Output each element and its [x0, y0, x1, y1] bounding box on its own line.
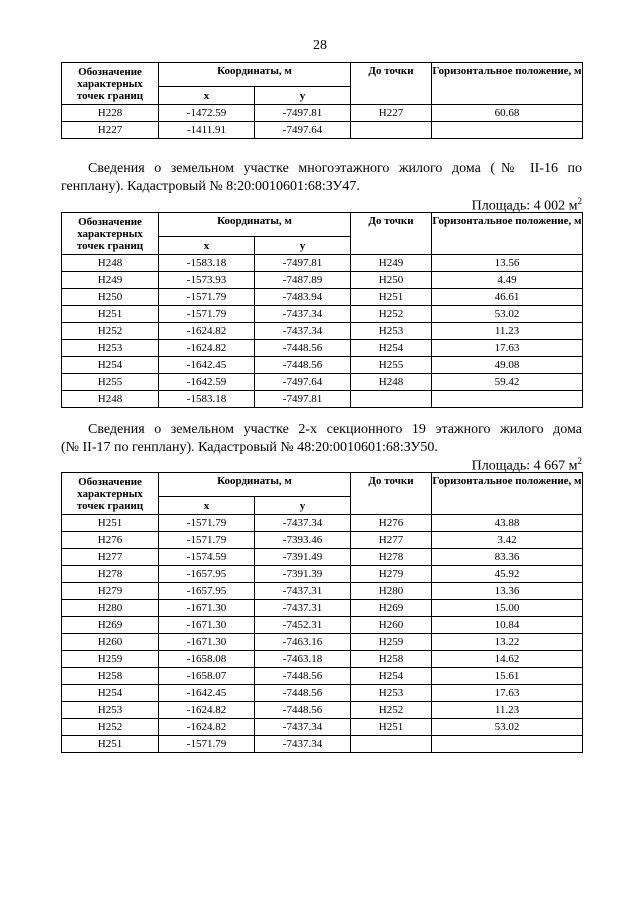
table-row — [62, 357, 583, 374]
cell-point: Н255 — [62, 374, 159, 391]
cell-y: -7437.34 — [255, 306, 351, 323]
cell-horizontal — [432, 391, 583, 408]
table-row — [62, 600, 583, 617]
coordinates-table-1 — [61, 62, 583, 139]
cell-y: -7497.81 — [255, 391, 351, 408]
cell-point: Н250 — [62, 289, 159, 306]
header-coordinates: Координаты, м — [159, 63, 351, 87]
cell-horizontal: 46.61 — [432, 289, 583, 306]
cell-point: Н278 — [62, 566, 159, 583]
section-2-area-sup: 2 — [577, 196, 582, 206]
cell-to-point: Н253 — [351, 323, 432, 340]
section-2-text-line-2: генплану). Кадастровый № 8:20:0010601:68:ЗУ47. — [61, 179, 360, 194]
coordinates-table-3 — [61, 472, 583, 753]
cell-horizontal: 11.23 — [432, 702, 583, 719]
cell-y: -7391.39 — [255, 566, 351, 583]
cell-y: -7483.94 — [255, 289, 351, 306]
table-row — [62, 549, 583, 566]
cell-point: Н227 — [62, 122, 159, 139]
table-row — [62, 515, 583, 532]
cell-horizontal: 15.61 — [432, 668, 583, 685]
cell-horizontal: 53.02 — [432, 306, 583, 323]
cell-x: -1571.79 — [159, 289, 255, 306]
cell-to-point — [351, 736, 432, 753]
header-to-point: До точки — [351, 63, 432, 105]
cell-to-point: Н276 — [351, 515, 432, 532]
cell-x: -1657.95 — [159, 566, 255, 583]
cell-x: -1624.82 — [159, 702, 255, 719]
table-row — [62, 105, 583, 122]
cell-point: Н277 — [62, 549, 159, 566]
cell-to-point: Н253 — [351, 685, 432, 702]
cell-y: -7448.56 — [255, 685, 351, 702]
cell-point: Н269 — [62, 617, 159, 634]
cell-to-point: Н255 — [351, 357, 432, 374]
cell-y: -7437.34 — [255, 719, 351, 736]
cell-horizontal: 17.63 — [432, 340, 583, 357]
cell-y: -7497.81 — [255, 105, 351, 122]
header-x: х — [159, 87, 255, 105]
header-coordinates: Координаты, м — [159, 473, 351, 497]
table-row — [62, 391, 583, 408]
header-horizontal: Горизонтальное положение, м — [432, 213, 583, 255]
cell-horizontal: 13.22 — [432, 634, 583, 651]
cell-to-point: Н252 — [351, 702, 432, 719]
cell-to-point: Н280 — [351, 583, 432, 600]
cell-to-point: Н251 — [351, 289, 432, 306]
table-row — [62, 340, 583, 357]
cell-point: Н279 — [62, 583, 159, 600]
cell-horizontal: 13.56 — [432, 255, 583, 272]
cell-x: -1573.93 — [159, 272, 255, 289]
table-row — [62, 122, 583, 139]
section-3-area-text: Площадь: 4 667 м — [471, 458, 578, 474]
section-2-description — [61, 160, 582, 196]
cell-y: -7437.31 — [255, 600, 351, 617]
cell-point: Н251 — [62, 736, 159, 753]
cell-horizontal: 11.23 — [432, 323, 583, 340]
header-y: у — [255, 237, 351, 255]
header-point-designation: Обозначение характерных точек границ — [62, 63, 159, 105]
cell-to-point: Н269 — [351, 600, 432, 617]
header-point-designation: Обозначение характерных точек границ — [62, 213, 159, 255]
header-y: у — [255, 87, 351, 105]
cell-x: -1624.82 — [159, 719, 255, 736]
cell-horizontal: 83.36 — [432, 549, 583, 566]
cell-point: Н280 — [62, 600, 159, 617]
cell-horizontal: 53.02 — [432, 719, 583, 736]
table-row — [62, 566, 583, 583]
cell-y: -7497.64 — [255, 374, 351, 391]
cell-to-point: Н260 — [351, 617, 432, 634]
table-row — [62, 272, 583, 289]
table-row — [62, 374, 583, 391]
cell-y: -7393.46 — [255, 532, 351, 549]
cell-x: -1411.91 — [159, 122, 255, 139]
cell-to-point: Н227 — [351, 105, 432, 122]
section-3-area-sup: 2 — [577, 456, 582, 466]
cell-horizontal: 15.00 — [432, 600, 583, 617]
cell-to-point: Н279 — [351, 566, 432, 583]
cell-x: -1472.59 — [159, 105, 255, 122]
cell-y: -7497.64 — [255, 122, 351, 139]
cell-x: -1671.30 — [159, 617, 255, 634]
section-3-text-line-2: (№ II-17 по генплану). Кадастровый № 48:20:0010601:68:ЗУ50. — [61, 440, 438, 455]
cell-y: -7437.34 — [255, 515, 351, 532]
cell-y: -7497.81 — [255, 255, 351, 272]
cell-x: -1571.79 — [159, 515, 255, 532]
header-horizontal: Горизонтальное положение, м — [432, 63, 583, 105]
cell-point: Н254 — [62, 685, 159, 702]
cell-to-point: Н252 — [351, 306, 432, 323]
table-row — [62, 651, 583, 668]
cell-point: Н276 — [62, 532, 159, 549]
cell-y: -7487.89 — [255, 272, 351, 289]
cell-x: -1671.30 — [159, 634, 255, 651]
cell-to-point: Н278 — [351, 549, 432, 566]
table-row — [62, 668, 583, 685]
cell-horizontal: 59.42 — [432, 374, 583, 391]
cell-horizontal: 13.36 — [432, 583, 583, 600]
cell-point: Н252 — [62, 719, 159, 736]
cell-point: Н258 — [62, 668, 159, 685]
table-row — [62, 255, 583, 272]
cell-x: -1571.79 — [159, 736, 255, 753]
cell-x: -1642.45 — [159, 357, 255, 374]
table-row — [62, 583, 583, 600]
cell-to-point: Н254 — [351, 668, 432, 685]
table-row — [62, 685, 583, 702]
coordinates-table-2 — [61, 212, 583, 408]
table-row — [62, 617, 583, 634]
cell-y: -7448.56 — [255, 340, 351, 357]
section-3-description — [61, 421, 582, 457]
table-row — [62, 532, 583, 549]
cell-to-point: Н248 — [351, 374, 432, 391]
cell-x: -1574.59 — [159, 549, 255, 566]
cell-x: -1657.95 — [159, 583, 255, 600]
cell-horizontal: 49.08 — [432, 357, 583, 374]
cell-to-point: Н258 — [351, 651, 432, 668]
cell-x: -1642.59 — [159, 374, 255, 391]
header-horizontal: Горизонтальное положение, м — [432, 473, 583, 515]
cell-y: -7437.31 — [255, 583, 351, 600]
cell-y: -7391.49 — [255, 549, 351, 566]
cell-x: -1624.82 — [159, 340, 255, 357]
table-row — [62, 702, 583, 719]
cell-x: -1583.18 — [159, 255, 255, 272]
cell-point: Н259 — [62, 651, 159, 668]
cell-x: -1642.45 — [159, 685, 255, 702]
table-row — [62, 736, 583, 753]
section-3-text-line-1: Сведения о земельном участке 2-х секционного 19 этажного жилого дома — [88, 422, 582, 437]
cell-to-point — [351, 122, 432, 139]
table-row — [62, 719, 583, 736]
cell-to-point: Н254 — [351, 340, 432, 357]
section-2-area-text: Площадь: 4 002 м — [471, 198, 578, 214]
table-row — [62, 306, 583, 323]
cell-point: Н253 — [62, 702, 159, 719]
cell-x: -1658.07 — [159, 668, 255, 685]
page-number: 28 — [313, 38, 327, 53]
header-to-point: До точки — [351, 213, 432, 255]
header-to-point: До точки — [351, 473, 432, 515]
cell-y: -7448.56 — [255, 357, 351, 374]
cell-to-point: Н249 — [351, 255, 432, 272]
header-x: х — [159, 497, 255, 515]
cell-horizontal: 14.62 — [432, 651, 583, 668]
table-row — [62, 323, 583, 340]
cell-point: Н252 — [62, 323, 159, 340]
cell-horizontal: 10.84 — [432, 617, 583, 634]
table-row — [62, 634, 583, 651]
cell-x: -1571.79 — [159, 532, 255, 549]
cell-horizontal — [432, 122, 583, 139]
cell-point: Н248 — [62, 255, 159, 272]
cell-point: Н248 — [62, 391, 159, 408]
cell-y: -7448.56 — [255, 668, 351, 685]
cell-to-point: Н251 — [351, 719, 432, 736]
cell-point: Н260 — [62, 634, 159, 651]
cell-point: Н228 — [62, 105, 159, 122]
header-point-designation: Обозначение характерных точек границ — [62, 473, 159, 515]
cell-y: -7452.31 — [255, 617, 351, 634]
cell-to-point: Н259 — [351, 634, 432, 651]
table-row — [62, 289, 583, 306]
cell-horizontal: 17.63 — [432, 685, 583, 702]
cell-horizontal — [432, 736, 583, 753]
cell-horizontal: 3.42 — [432, 532, 583, 549]
cell-horizontal: 45.92 — [432, 566, 583, 583]
cell-point: Н249 — [62, 272, 159, 289]
cell-x: -1571.79 — [159, 306, 255, 323]
cell-x: -1624.82 — [159, 323, 255, 340]
header-coordinates: Координаты, м — [159, 213, 351, 237]
cell-x: -1671.30 — [159, 600, 255, 617]
cell-point: Н253 — [62, 340, 159, 357]
cell-y: -7463.18 — [255, 651, 351, 668]
cell-y: -7437.34 — [255, 323, 351, 340]
cell-to-point — [351, 391, 432, 408]
cell-y: -7448.56 — [255, 702, 351, 719]
cell-point: Н254 — [62, 357, 159, 374]
cell-horizontal: 60.68 — [432, 105, 583, 122]
cell-horizontal: 43.88 — [432, 515, 583, 532]
cell-y: -7463.16 — [255, 634, 351, 651]
cell-horizontal: 4.49 — [432, 272, 583, 289]
section-2-text-line-1: Сведения о земельном участке многоэтажного жилого дома (№ II-16 по — [88, 161, 582, 176]
cell-x: -1583.18 — [159, 391, 255, 408]
cell-point: Н251 — [62, 306, 159, 323]
cell-y: -7437.34 — [255, 736, 351, 753]
header-y: у — [255, 497, 351, 515]
cell-x: -1658.08 — [159, 651, 255, 668]
cell-to-point: Н277 — [351, 532, 432, 549]
cell-point: Н251 — [62, 515, 159, 532]
cell-to-point: Н250 — [351, 272, 432, 289]
header-x: х — [159, 237, 255, 255]
